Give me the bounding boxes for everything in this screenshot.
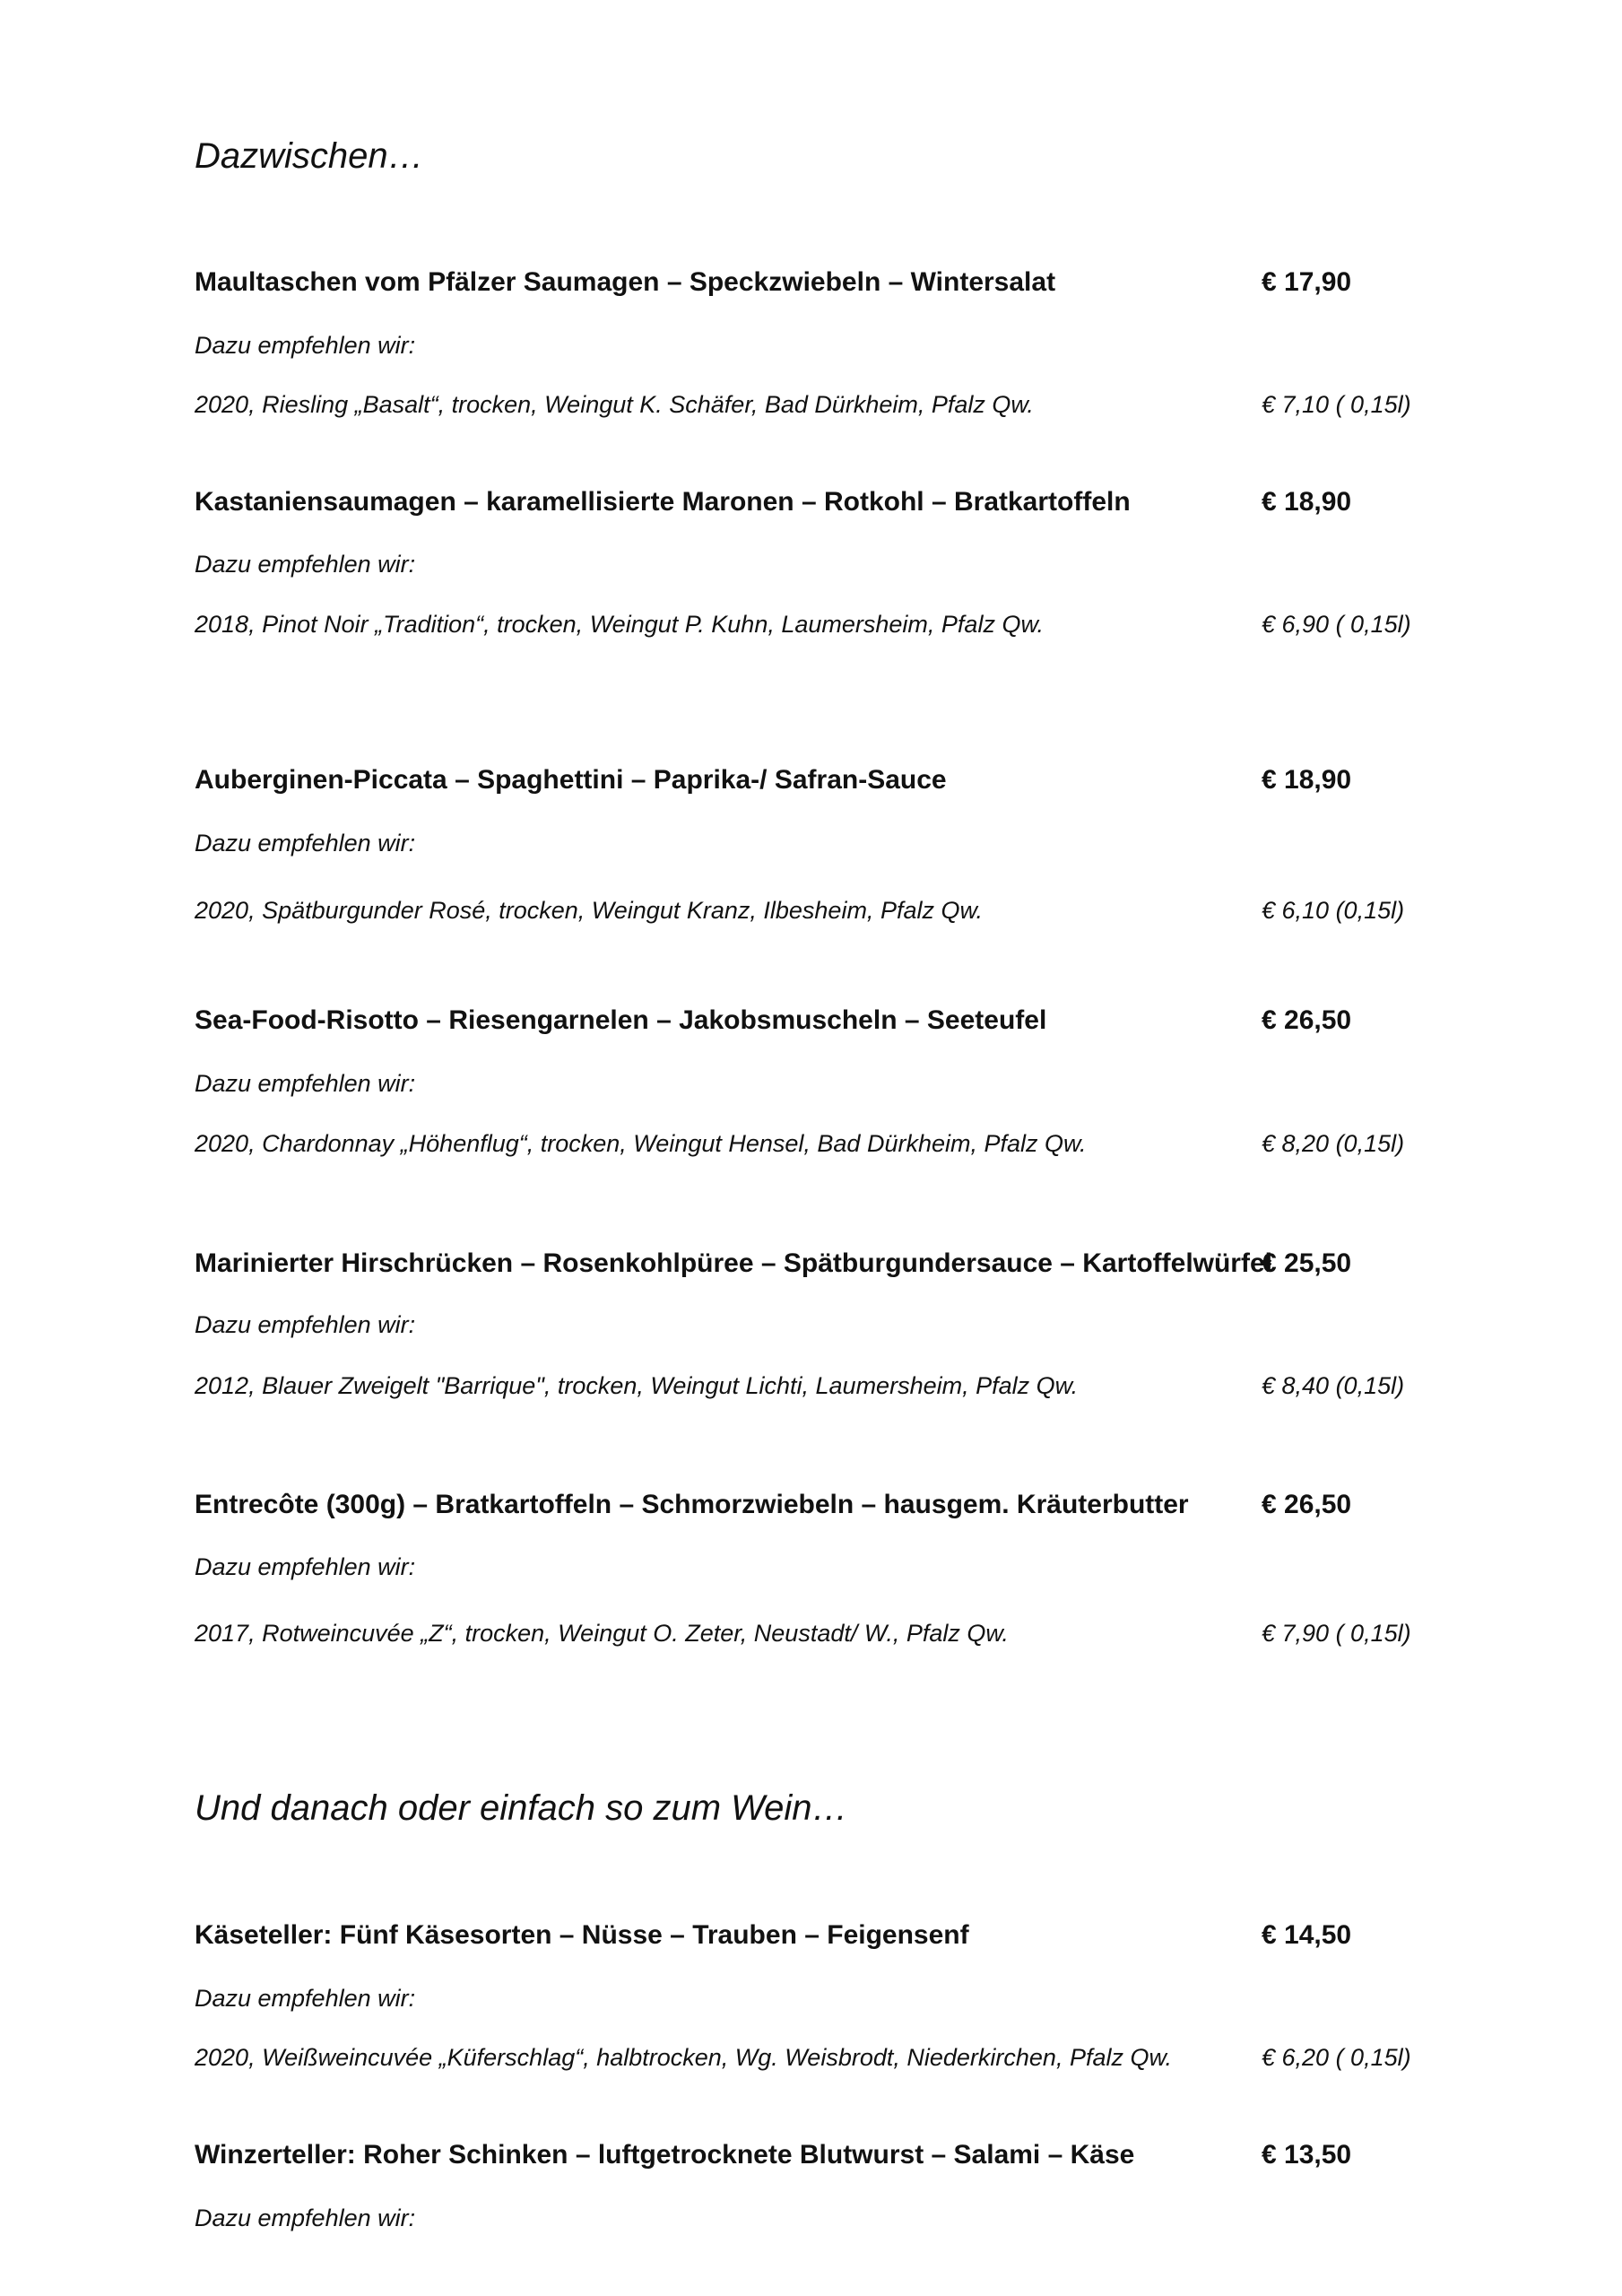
wine-price: € 6,90 ( 0,15l) — [1262, 611, 1411, 638]
wine-description: 2012, Blauer Zweigelt "Barrique", trocken, Weingut Lichti, Laumersheim, Pfalz Qw. — [195, 1372, 1079, 1399]
wine-price: € 8,20 (0,15l) — [1262, 1130, 1405, 1157]
dish-price: € 26,50 — [1262, 1490, 1352, 1519]
dish-row — [195, 1248, 1414, 1288]
wine-row — [195, 1130, 1450, 1166]
dish-row — [195, 487, 1414, 526]
wine-row — [195, 1372, 1450, 1408]
recommendation-label: Dazu empfehlen wir: — [195, 332, 416, 359]
dish-name: Kastaniensaumagen – karamellisierte Maronen – Rotkohl – Bratkartoffeln — [195, 487, 1131, 517]
wine-description: 2020, Weißweincuvée „Küferschlag“, halbtrocken, Wg. Weisbrodt, Niederkirchen, Pfalz Qw. — [195, 2044, 1172, 2071]
dish-name: Auberginen-Piccata – Spaghettini – Paprika-/ Safran-Sauce — [195, 765, 947, 795]
wine-description: 2020, Riesling „Basalt“, trocken, Weingut K. Schäfer, Bad Dürkheim, Pfalz Qw. — [195, 391, 1034, 418]
recommendation-label: Dazu empfehlen wir: — [195, 1311, 416, 1338]
wine-row — [195, 2044, 1450, 2080]
dish-row — [195, 2140, 1414, 2179]
dish-row — [195, 1005, 1414, 1045]
dish-name: Entrecôte (300g) – Bratkartoffeln – Schmorzwiebeln – hausgem. Kräuterbutter — [195, 1490, 1189, 1519]
wine-description: 2017, Rotweincuvée „Z“, trocken, Weingut O. Zeter, Neustadt/ W., Pfalz Qw. — [195, 1620, 1009, 1647]
wine-description: 2020, Spätburgunder Rosé, trocken, Weingut Kranz, Ilbesheim, Pfalz Qw. — [195, 897, 983, 924]
dish-name: Käseteller: Fünf Käsesorten – Nüsse – Trauben – Feigensenf — [195, 1920, 969, 1950]
wine-price: € 6,20 ( 0,15l) — [1262, 2044, 1411, 2071]
section-title: Dazwischen… — [195, 136, 424, 176]
recommendation-label: Dazu empfehlen wir: — [195, 1070, 416, 1097]
wine-description: 2018, Pinot Noir „Tradition“, trocken, Weingut P. Kuhn, Laumersheim, Pfalz Qw. — [195, 611, 1044, 638]
wine-row — [195, 391, 1450, 427]
dish-price: € 18,90 — [1262, 765, 1352, 795]
dish-price: € 26,50 — [1262, 1005, 1352, 1035]
wine-row — [195, 1620, 1450, 1656]
dish-row — [195, 267, 1414, 307]
dish-price: € 18,90 — [1262, 487, 1352, 517]
dish-name: Winzerteller: Roher Schinken – luftgetrocknete Blutwurst – Salami – Käse — [195, 2140, 1135, 2170]
recommendation-label: Dazu empfehlen wir: — [195, 830, 416, 857]
dish-row — [195, 765, 1414, 804]
recommendation-label: Dazu empfehlen wir: — [195, 1985, 416, 2012]
wine-description: 2020, Chardonnay „Höhenflug“, trocken, Weingut Hensel, Bad Dürkheim, Pfalz Qw. — [195, 1130, 1087, 1157]
dish-name: Maultaschen vom Pfälzer Saumagen – Speckzwiebeln – Wintersalat — [195, 267, 1056, 297]
recommendation-label: Dazu empfehlen wir: — [195, 1553, 416, 1580]
dish-row — [195, 1490, 1414, 1529]
dish-row — [195, 1920, 1414, 1960]
recommendation-label: Dazu empfehlen wir: — [195, 2205, 416, 2231]
recommendation-label: Dazu empfehlen wir: — [195, 551, 416, 578]
wine-row — [195, 897, 1450, 933]
wine-price: € 8,40 (0,15l) — [1262, 1372, 1405, 1399]
section-title: Und danach oder einfach so zum Wein… — [195, 1788, 848, 1828]
dish-price: € 17,90 — [1262, 267, 1352, 297]
wine-row — [195, 611, 1450, 647]
wine-price: € 6,10 (0,15l) — [1262, 897, 1405, 924]
dish-price: € 25,50 — [1262, 1248, 1352, 1278]
dish-price: € 13,50 — [1262, 2140, 1352, 2170]
wine-price: € 7,10 ( 0,15l) — [1262, 391, 1411, 418]
dish-price: € 14,50 — [1262, 1920, 1352, 1950]
wine-price: € 7,90 ( 0,15l) — [1262, 1620, 1411, 1647]
dish-name: Marinierter Hirschrücken – Rosenkohlpüree – Spätburgundersauce – Kartoffelwürfel — [195, 1248, 1272, 1278]
dish-name: Sea-Food-Risotto – Riesengarnelen – Jakobsmuscheln – Seeteufel — [195, 1005, 1047, 1035]
